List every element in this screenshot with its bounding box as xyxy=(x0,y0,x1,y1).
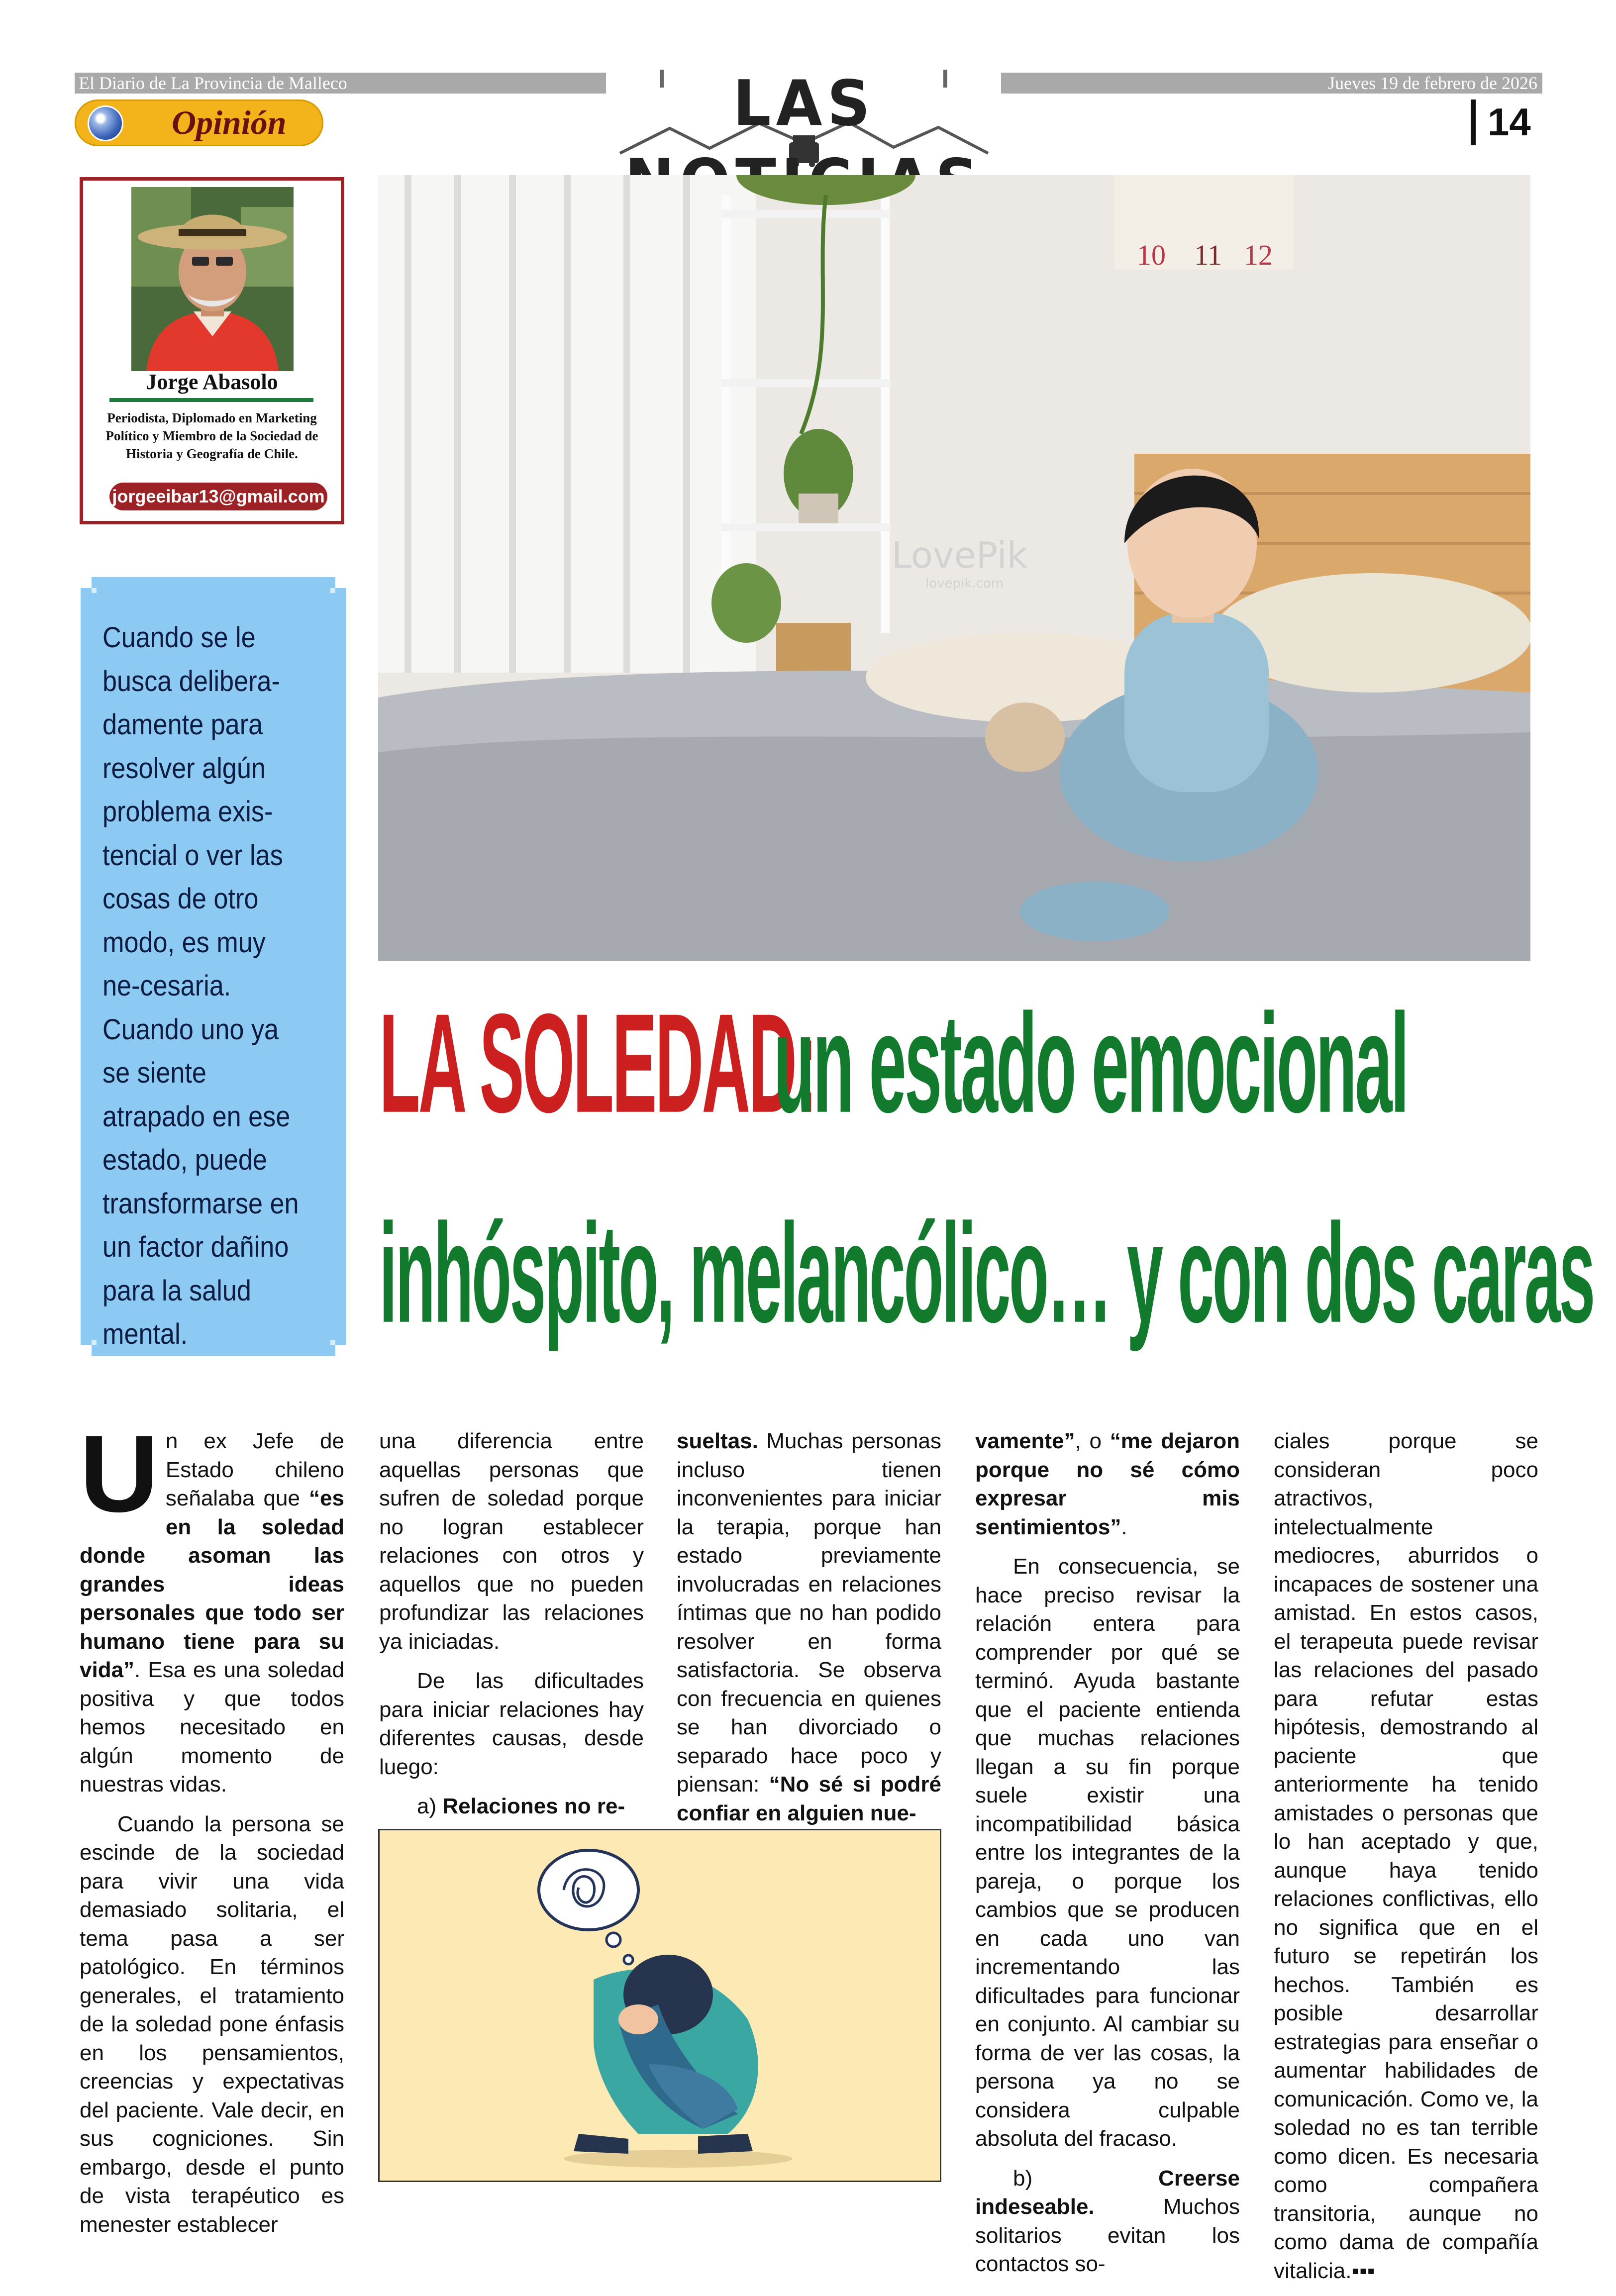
text: ciales porque se consideran poco atractivos, intelectualmente mediocres, aburridos o incapaces de sostener una amistad. En estos casos, el terapeuta puede revisar las relaciones del pasado para refutar estas hipótesis, demostrando al paciente que anteriormente ha tenido amistades o personas que lo han aceptado y que, aunque haya tenido relaciones conflictivas, ello no significa que en el futuro se repetirán los hechos. También es posible desarrollar estrategias para enseñar o aumentar habilidades de comunicación. Como ve, la soledad no es tan terrible como dicen. Es necesaria como compañera transitoria, aunque no como dama de compañía vitalicia. xyxy=(1274,1429,1538,2283)
subheading-bold: Creerse indeseable. xyxy=(975,2166,1240,2219)
subheading-bold: sueltas. xyxy=(677,1429,758,1453)
text: , o xyxy=(1075,1429,1110,1453)
page-number: 14 xyxy=(1488,100,1531,144)
text: Muchas personas incluso tienen inconvenientes para iniciar la terapia, porque han estado previamente involucradas en relaciones íntimas que no han podido resolver en forma satisfactoria. Se observa con frecuencia en quienes se han divorciado o separado hace poco y piensan: xyxy=(677,1429,941,1797)
calendar-number: 10 xyxy=(1137,239,1166,271)
headline-line2: inhóspito, melancólico… y con dos caras xyxy=(379,1195,1594,1352)
globe-icon xyxy=(88,105,123,141)
text: Muchos solitarios evitan los contactos so- xyxy=(975,2195,1240,2276)
watermark-url: lovepik.com xyxy=(925,576,1004,591)
article-column-5 xyxy=(1274,1427,1538,2296)
end-mark: ▪▪▪ xyxy=(1351,2258,1375,2283)
paragraph xyxy=(975,2164,1240,2279)
headline-line1: un estado emocional xyxy=(774,985,1408,1142)
subheading-bold: Relaciones no re- xyxy=(442,1794,625,1818)
paragraph xyxy=(1274,1427,1538,2285)
paragraph: Cuando la persona se escinde de la sociedad para vivir una vida demasiado solitaria, el tema pasa a ser patológico. En términos generales, el tratamiento de la soledad pone énfasis en los pensamientos, creencias y expectativas del paciente. Vale decir, en sus cogniciones. Sin embargo, desde el punto de vista terapéutico es menester establecer xyxy=(80,1811,344,2237)
publication-name: El Diario de La Provincia de Malleco xyxy=(79,73,347,93)
quote-bold: “No sé si podré confiar en alguien nue- xyxy=(677,1772,942,1825)
calendar-number: 12 xyxy=(1244,239,1273,271)
headline-red: LA SOLEDAD: xyxy=(379,985,816,1142)
article-column-1 xyxy=(80,1412,344,2250)
paragraph xyxy=(677,1427,941,1827)
article-column-3 xyxy=(677,1427,941,1838)
paragraph xyxy=(80,1412,344,1799)
main-photo xyxy=(378,175,1530,961)
text: n ex Jefe de Estado chileno señalaba que xyxy=(165,1429,344,1510)
page-divider xyxy=(1471,100,1476,145)
date-bar xyxy=(1001,73,1542,94)
paragraph: De las dificultades para iniciar relaciones hay diferentes causas, desde luego: xyxy=(379,1669,644,1779)
author-name: Jorge Abasolo xyxy=(146,370,278,394)
quote-bold: “me dejaron porque no sé cómo expresar mis sentimientos” xyxy=(975,1429,1240,1539)
logo-wordmark: LAS xyxy=(733,67,875,140)
paragraph xyxy=(379,1792,644,1821)
text: . xyxy=(1121,1514,1127,1539)
author-email[interactable]: jorgeeibar13@gmail.com xyxy=(109,483,327,510)
section-label: Opinión xyxy=(172,103,287,141)
issue-date: Jueves 19 de febrero de 2026 xyxy=(1328,73,1537,93)
watermark: LovePik xyxy=(892,534,1028,576)
paragraph xyxy=(975,1427,1240,1541)
sad-person-illustration xyxy=(378,1829,941,2182)
quote-bold: “es en la soledad donde asoman las grandes ideas personales que todo ser humano tiene para su vida” xyxy=(80,1486,344,1682)
quote-bold: vamente” xyxy=(975,1429,1075,1453)
drop-cap: U xyxy=(80,1412,159,1535)
paragraph: una diferencia entre aquellas personas que sufren de soledad porque no logran establecer relaciones con otros y aquellos que no pueden profundizar las relaciones ya iniciadas. xyxy=(379,1429,644,1654)
text: a) xyxy=(417,1794,443,1818)
article-column-2 xyxy=(379,1427,644,1832)
article-column-4 xyxy=(975,1427,1240,2290)
publication-bar xyxy=(75,73,606,94)
text: b) xyxy=(1013,2166,1159,2191)
author-photo xyxy=(131,187,294,371)
pull-quote-text: Cuando se le busca delibera-damente para resolver algún problema exis-tencial o ver las cosas de otro modo, es muy ne-cesaria. Cuando uno ya se siente atrapado en ese estado, puede transformarse en un factor dañino para la salud mental. xyxy=(102,621,299,1350)
author-divider xyxy=(109,398,313,402)
paragraph: En consecuencia, se hace preciso revisar la relación entera para comprender por qué se terminó. Ayuda bastante que el paciente entienda que muchas relaciones llegan a su fin porque suele existir una incompatibilidad básica entre los integrantes de la pareja, o porque los cambios que se producen en cada uno van incrementando las dificultades para funcionar en conjunto. Al cambiar su forma de ver las cosas, la persona ya no se considera culpable absoluta del fracaso. xyxy=(975,1554,1240,2151)
author-description: Periodista, Diplomado en Marketing Político y Miembro de la Sociedad de Historia y Geografía de Chile. xyxy=(105,410,318,461)
text: . Esa es una soledad positiva y que todos hemos necesitado en algún momento de nuestras vidas. xyxy=(80,1658,344,1797)
calendar-number: 11 xyxy=(1194,239,1222,271)
